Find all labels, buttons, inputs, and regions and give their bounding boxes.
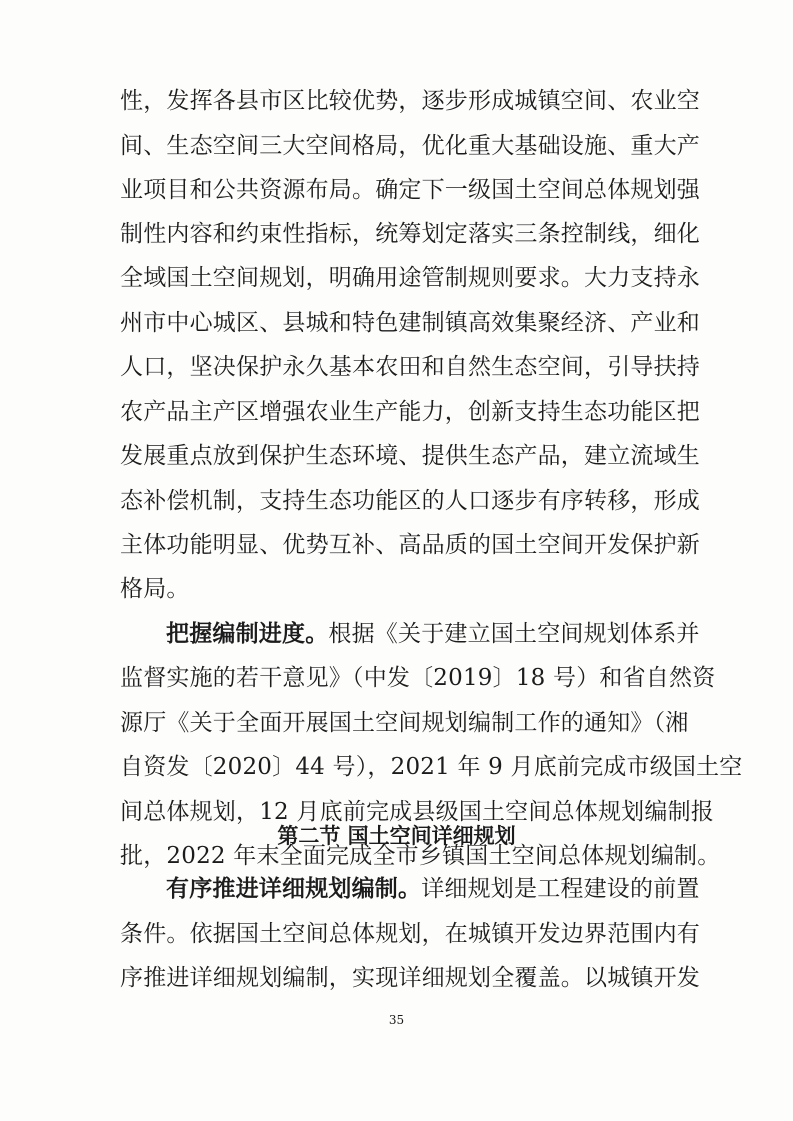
body-text-line: 发展重点放到保护生态环境、提供生态产品，建立流域生 [120, 443, 700, 469]
body-text-line: 州市中心城区、县城和特色建制镇高效集聚经济、产业和 [120, 310, 700, 336]
body-text-line: 主体功能明显、优势互补、高品质的国土空间开发保护新 [120, 532, 700, 558]
body-text-line: 农产品主产区增强农业生产能力，创新支持生态功能区把 [120, 399, 700, 425]
body-text-line: 制性内容和约束性指标，统筹划定落实三条控制线，细化 [120, 221, 700, 247]
body-text-line: 全域国土空间规划，明确用途管制规则要求。大力支持永 [120, 265, 700, 291]
page-number: 35 [388, 1013, 405, 1027]
paragraph-first-line [166, 874, 700, 904]
paragraph-first-line-text: 详细规划是工程建设的前置 [421, 876, 700, 902]
body-text-line: 间、生态空间三大空间格局，优化重大基础设施、重大产 [120, 133, 700, 159]
paragraph-first-line [166, 619, 700, 649]
body-text-line: 序推进详细规划编制，实现详细规划全覆盖。以城镇开发 [120, 965, 700, 991]
body-text-line: 性，发挥各县市区比较优势，逐步形成城镇空间、农业空 [120, 88, 700, 114]
body-text-line: 批，2022 年末全面完成全市乡镇国土空间总体规划编制。 [120, 843, 721, 869]
body-text-line: 态补偿机制，支持生态功能区的人口逐步有序转移，形成 [120, 488, 700, 514]
section-heading: 第二节 国土空间详细规划 [277, 824, 516, 848]
body-text-line: 人口，坚决保护永久基本农田和自然生态空间，引导扶持 [120, 354, 700, 380]
body-text-line: 监督实施的若干意见》（中发〔2019〕18 号）和省自然资 [120, 665, 716, 691]
paragraph-lead: 有序推进详细规划编制。 [166, 876, 422, 902]
body-text-line: 源厅《关于全面开展国土空间规划编制工作的通知》（湘 [120, 710, 689, 736]
paragraph-first-line-text: 根据《关于建立国土空间规划体系并 [328, 621, 700, 647]
body-text-line: 业项目和公共资源布局。确定下一级国土空间总体规划强 [120, 177, 700, 203]
body-text-line: 自资发〔2020〕44 号），2021 年 9 月底前完成市级国土空 [120, 754, 743, 780]
paragraph-lead: 把握编制进度。 [166, 621, 329, 647]
body-text-line: 格局。 [120, 576, 190, 602]
body-text-line: 间总体规划，12 月底前完成县级国土空间总体规划编制报 [120, 799, 714, 825]
body-text-line: 条件。依据国土空间总体规划，在城镇开发边界范围内有 [120, 921, 700, 947]
